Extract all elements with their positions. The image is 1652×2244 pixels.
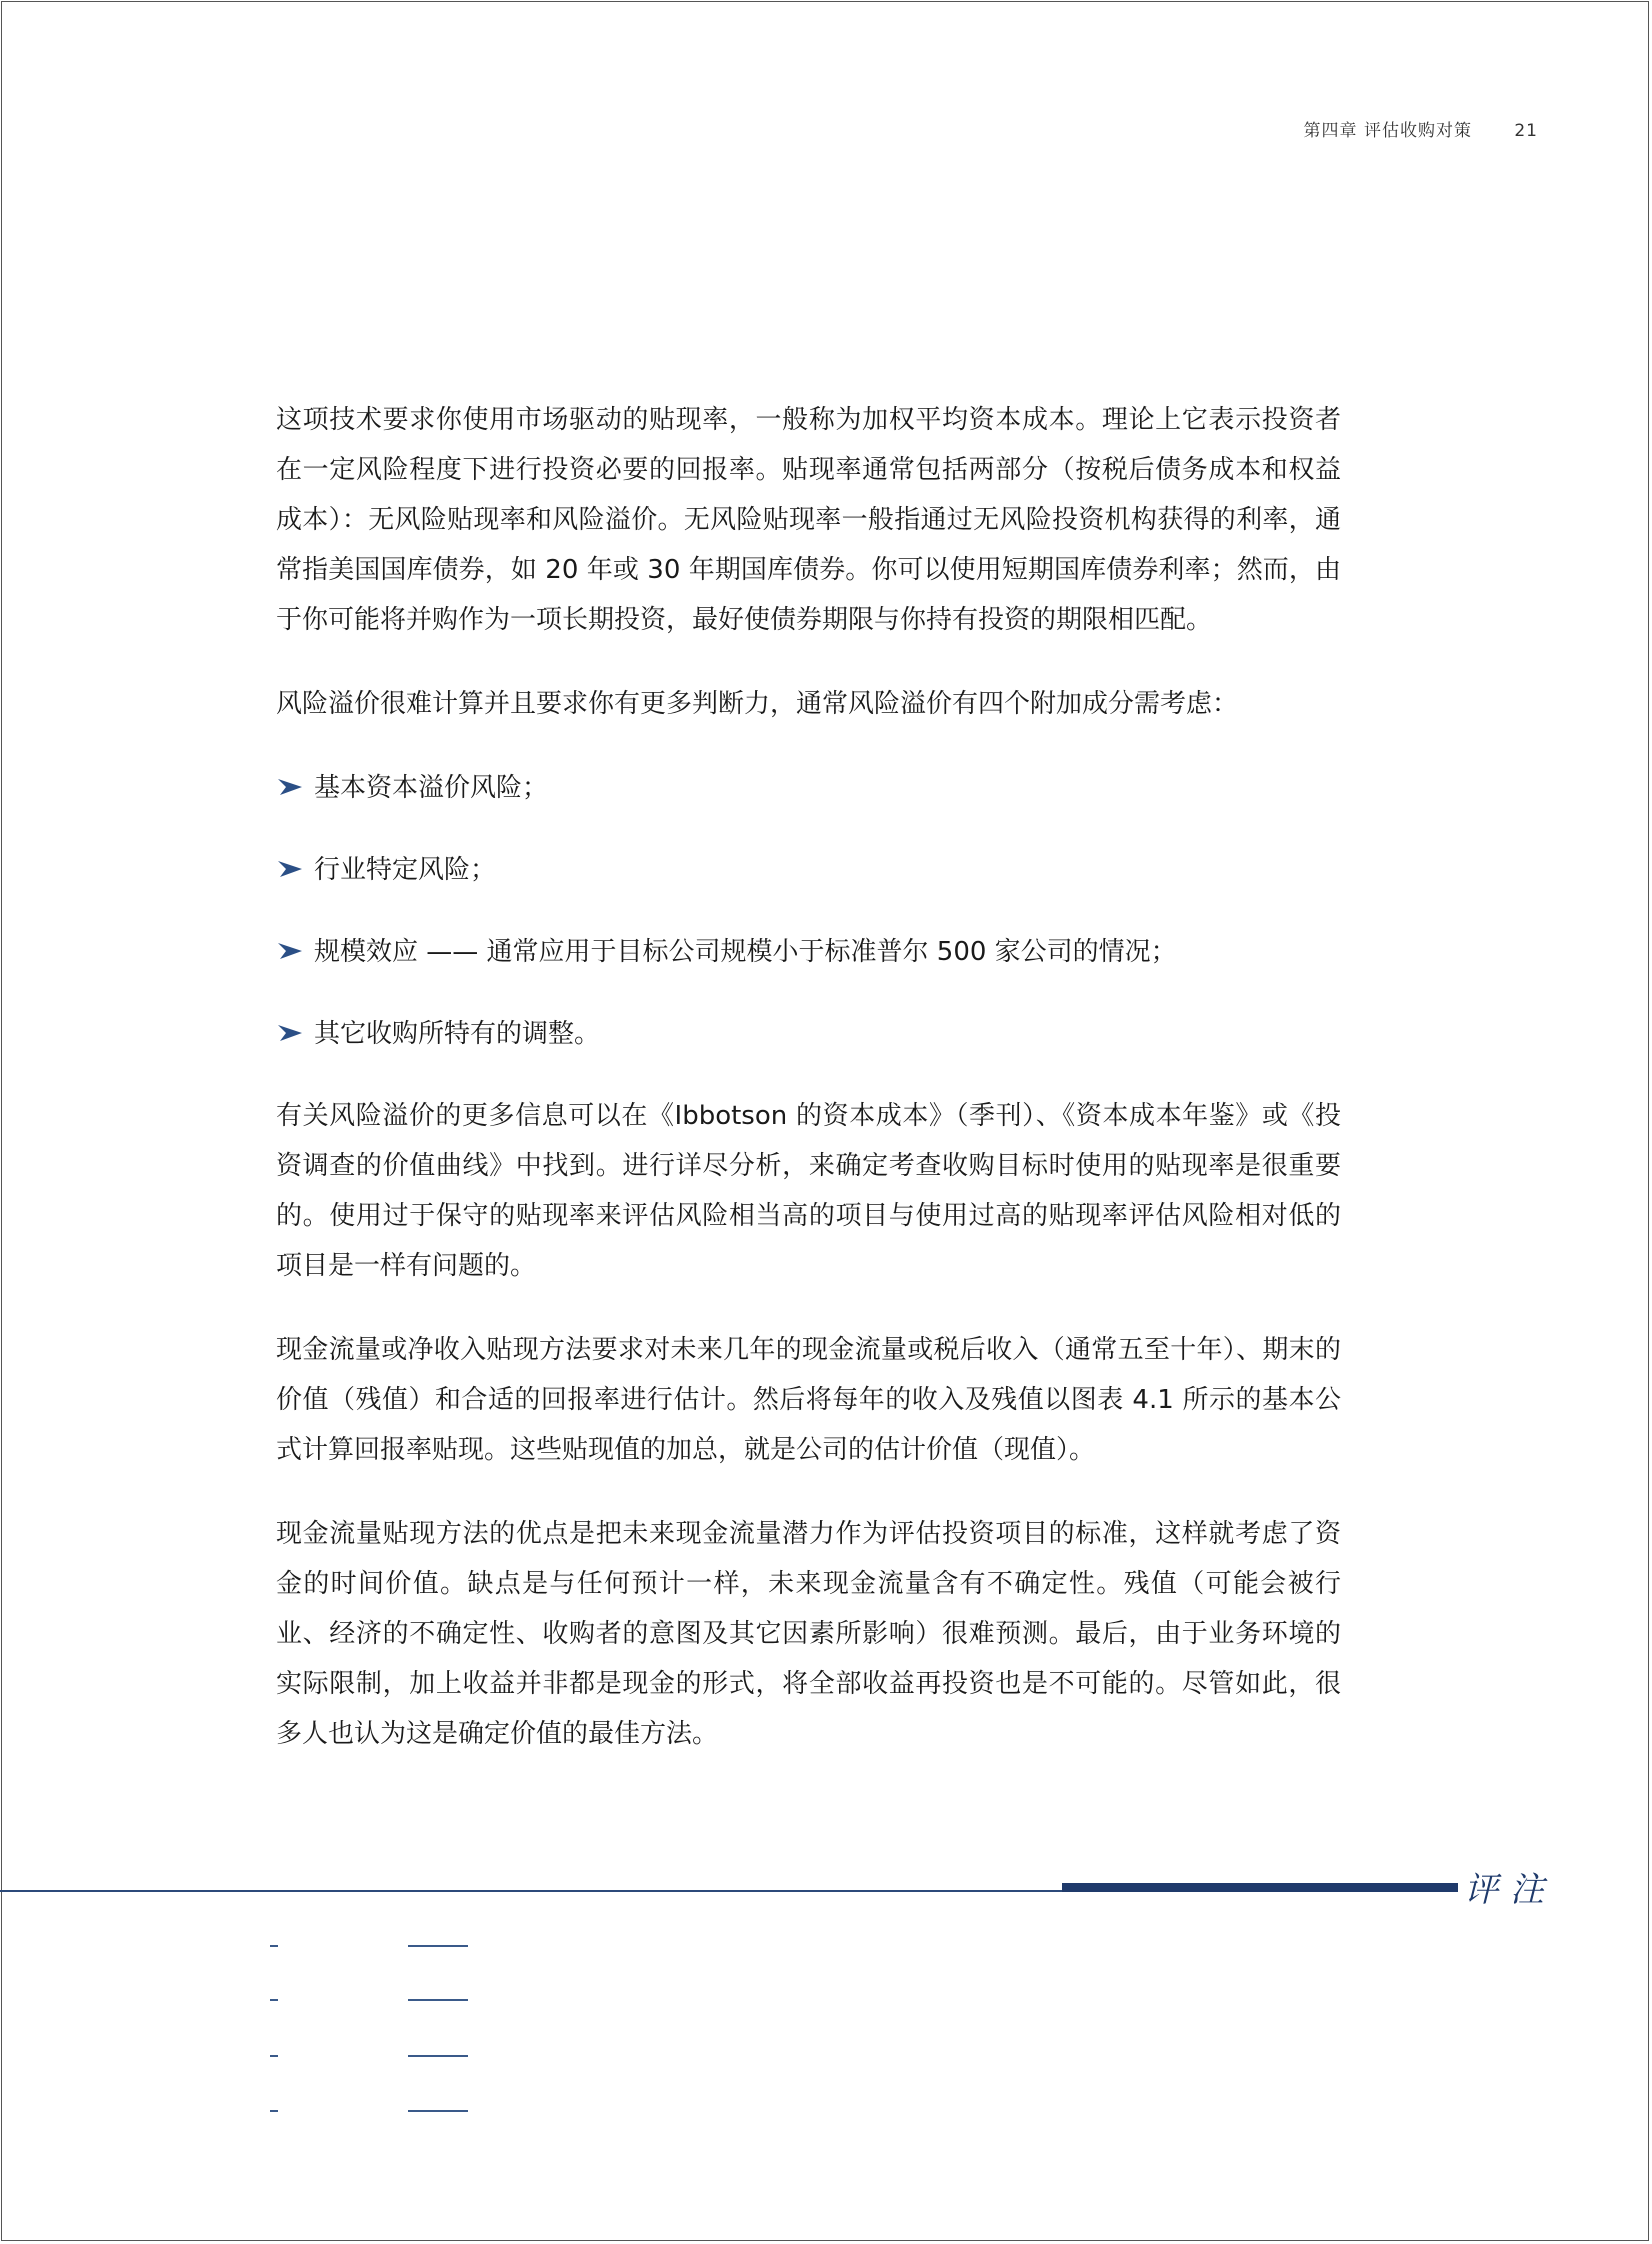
page-number: 21 <box>1514 121 1538 141</box>
note-line <box>408 2055 468 2057</box>
risk-premium-list <box>276 763 1341 1059</box>
note-blank-row <box>270 1999 470 2003</box>
note-line <box>408 1945 468 1947</box>
main-content <box>276 395 1341 1793</box>
paragraph-discount-rate: 这项技术要求你使用市场驱动的贴现率，一般称为加权平均资本成本。理论上它表示投资者在一定风险程度下进行投资必要的回报率。贴现率通常包括两部分（按税后债务成本和权益成本）：无风险贴现率和风险溢价。无风险贴现率一般指通过无风险投资机构获得的利率，通常指美国国库债券，如 20 年或 30 年期国库债券。你可以使用短期国库债券利率；然而，由于你可能将并购作为一项长期投资，最好使债券期限与你持有投资的期限相匹配。 <box>276 405 1341 635</box>
paragraph-pros-cons: 现金流量贴现方法的优点是把未来现金流量潜力作为评估投资项目的标准，这样就考虑了资金的时间价值。缺点是与任何预计一样，未来现金流量含有不确定性。残值（可能会被行业、经济的不确定性、收购者的意图及其它因素所影响）很难预测。最后，由于业务环境的实际限制，加上收益并非都是现金的形式，将全部收益再投资也是不可能的。尽管如此，很多人也认为这是确定价值的最佳方法。 <box>276 1519 1341 1749</box>
list-item <box>276 845 1341 895</box>
notes-title: 评注 <box>1464 1870 1556 1910</box>
list-item <box>276 763 1341 813</box>
paragraph-ibbotson: 有关风险溢价的更多信息可以在《Ibbotson 的资本成本》（季刊）、《资本成本年鉴》或《投资调查的价值曲线》中找到。进行详尽分析，来确定考查收购目标时使用的贴现率是很重要的。使用过于保守的贴现率来评估风险相当高的项目与使用过高的贴现率评估风险相对低的项目是一样有问题的。 <box>276 1101 1341 1281</box>
arrow-bullet-icon <box>276 933 304 963</box>
note-blank-row <box>270 2110 470 2114</box>
note-mark <box>270 1999 278 2001</box>
chapter-title: 第四章 评估收购对策 <box>1303 121 1472 141</box>
notes-accent-bar <box>1062 1883 1458 1892</box>
note-line <box>408 1999 468 2001</box>
paragraph-risk-premium: 风险溢价很难计算并且要求你有更多判断力，通常风险溢价有四个附加成分需考虑： <box>276 689 1239 719</box>
note-line <box>408 2110 468 2112</box>
list-item-text: 基本资本溢价风险； <box>314 773 549 803</box>
arrow-bullet-icon <box>276 1015 304 1045</box>
list-item-text: 规模效应 —— 通常应用于目标公司规模小于标准普尔 500 家公司的情况； <box>314 937 1177 967</box>
paragraph-cash-flow-method: 现金流量或净收入贴现方法要求对未来几年的现金流量或税后收入（通常五至十年）、期末的价值（残值）和合适的回报率进行估计。然后将每年的收入及残值以图表 4.1 所示的基本公式计算回报率贴现。这些贴现值的加总，就是公司的估计价值（现值）。 <box>276 1335 1341 1465</box>
arrow-bullet-icon <box>276 769 304 799</box>
note-mark <box>270 2110 278 2112</box>
list-item <box>276 1009 1341 1059</box>
arrow-bullet-icon <box>276 851 304 881</box>
running-head <box>1304 116 1538 141</box>
list-item-text: 行业特定风险； <box>314 855 497 885</box>
list-item-text: 其它收购所特有的调整。 <box>314 1019 601 1049</box>
list-item <box>276 927 1341 977</box>
note-mark <box>270 1945 278 1947</box>
note-mark <box>270 2055 278 2057</box>
note-blank-row <box>270 2055 470 2059</box>
notes-divider-line <box>0 1890 1062 1892</box>
note-blank-row <box>270 1945 470 1949</box>
